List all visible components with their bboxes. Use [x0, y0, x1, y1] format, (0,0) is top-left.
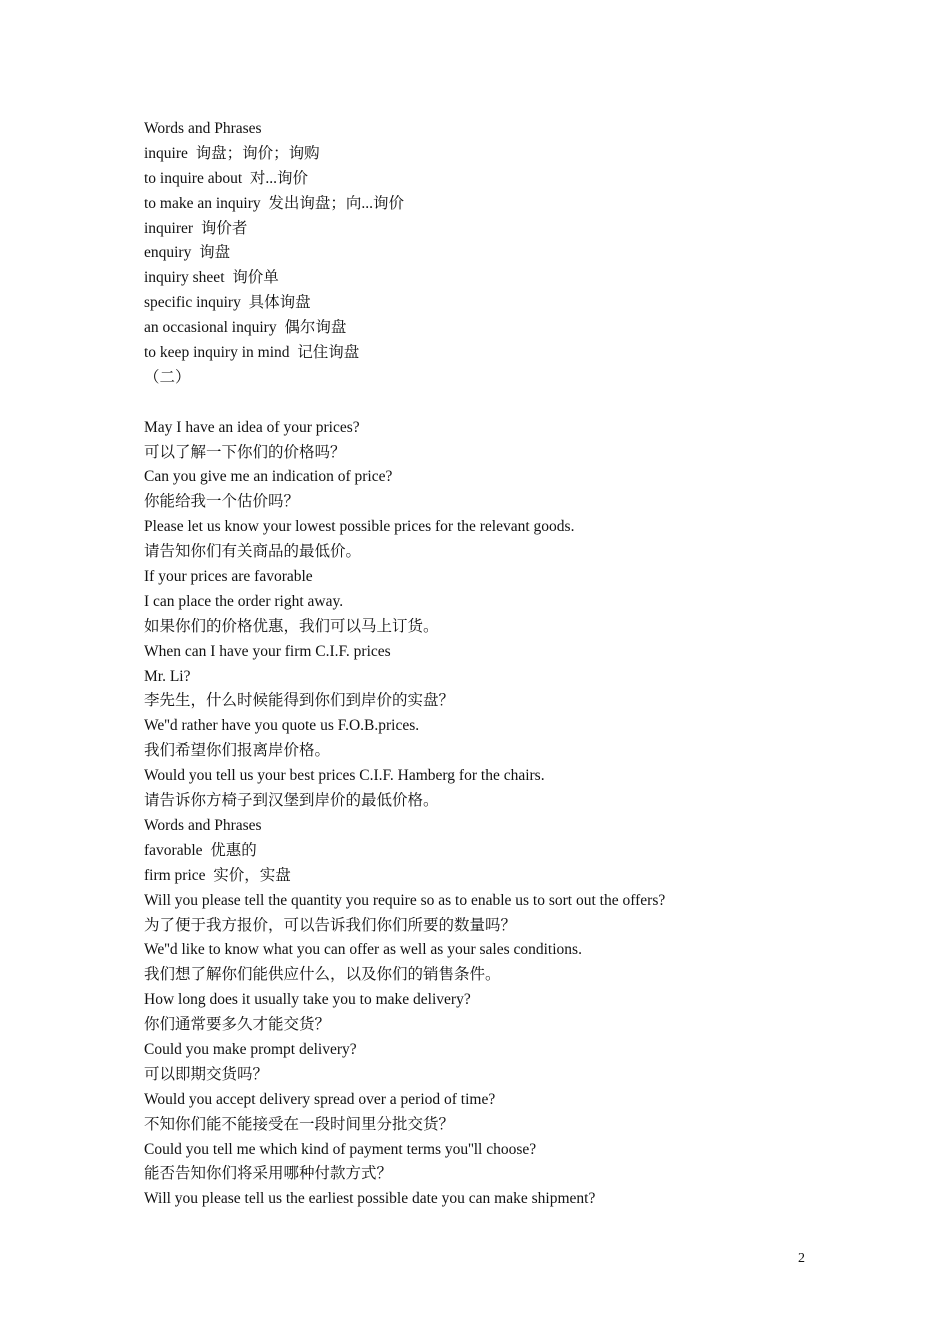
english-sentence: Would you tell us your best prices C.I.F. Hamberg for the chairs. [144, 767, 545, 785]
chinese-translation: 不知你们能不能接受在一段时间里分批交货？ [144, 1115, 455, 1133]
vocab-entry: to make an inquiry 发出询盘；向...询价 [144, 194, 405, 212]
chinese-translation: 为了便于我方报价，可以告诉我们你们所要的数量吗？ [144, 916, 517, 934]
english-sentence: May I have an idea of your prices? [144, 418, 360, 436]
english-sentence: I can place the order right away. [144, 592, 344, 610]
chinese-translation: 你能给我一个估价吗？ [144, 493, 300, 511]
section-number: （二） [144, 368, 191, 386]
vocab-entry: firm price 实价，实盘 [144, 866, 291, 884]
chinese-translation: 可以即期交货吗？ [144, 1065, 269, 1083]
vocab-entry: an occasional inquiry 偶尔询盘 [144, 319, 347, 337]
vocab-entry: specific inquiry 具体询盘 [144, 294, 311, 312]
chinese-translation: 可以了解一下你们的价格吗？ [144, 443, 346, 461]
vocab-entry: favorable 优惠的 [144, 841, 257, 859]
chinese-translation: 你们通常要多久才能交货？ [144, 1016, 331, 1034]
chinese-translation: 能否告知你们将采用哪种付款方式？ [144, 1165, 393, 1183]
english-sentence: Will you please tell the quantity you require so as to enable us to sort out the offers? [144, 891, 666, 909]
english-sentence: Can you give me an indication of price? [144, 468, 393, 486]
english-sentence: Please let us know your lowest possible prices for the relevant goods. [144, 518, 575, 536]
english-sentence: Mr. Li? [144, 667, 191, 685]
vocab-entry: inquirer 询价者 [144, 219, 248, 237]
chinese-translation: 请告诉你方椅子到汉堡到岸价的最低价格。 [144, 792, 439, 810]
vocab-entry: inquire 询盘；询价；询购 [144, 144, 320, 162]
chinese-translation: 请告知你们有关商品的最低价。 [144, 543, 362, 561]
english-sentence: We''d rather have you quote us F.O.B.prices. [144, 717, 420, 735]
english-sentence: How long does it usually take you to make delivery? [144, 991, 471, 1009]
english-sentence: Could you tell me which kind of payment terms you''ll choose? [144, 1140, 537, 1158]
english-sentence: Would you accept delivery spread over a period of time? [144, 1090, 496, 1108]
english-sentence: Will you please tell us the earliest possible date you can make shipment? [144, 1190, 596, 1208]
vocab-entry: enquiry 询盘 [144, 244, 231, 262]
blank-line [144, 391, 824, 416]
english-sentence: If your prices are favorable [144, 568, 313, 586]
chinese-translation: 李先生，什么时候能得到你们到岸价的实盘？ [144, 692, 455, 710]
chinese-translation: 我们想了解你们能供应什么，以及你们的销售条件。 [144, 966, 501, 984]
vocab-entry: to inquire about 对...询价 [144, 169, 309, 187]
document-body [144, 117, 824, 1212]
english-sentence: When can I have your firm C.I.F. prices [144, 642, 391, 660]
vocab-entry: to keep inquiry in mind 记住询盘 [144, 344, 360, 362]
chinese-translation: 我们希望你们报离岸价格。 [144, 742, 331, 760]
section-heading: Words and Phrases [144, 120, 262, 137]
english-sentence: Could you make prompt delivery? [144, 1040, 357, 1058]
chinese-translation: 如果你们的价格优惠，我们可以马上订货。 [144, 617, 439, 635]
vocab-entry: inquiry sheet 询价单 [144, 269, 279, 287]
page-number: 2 [798, 1251, 805, 1266]
english-sentence: We''d like to know what you can offer as well as your sales conditions. [144, 941, 582, 959]
section-heading: Words and Phrases [144, 816, 262, 834]
